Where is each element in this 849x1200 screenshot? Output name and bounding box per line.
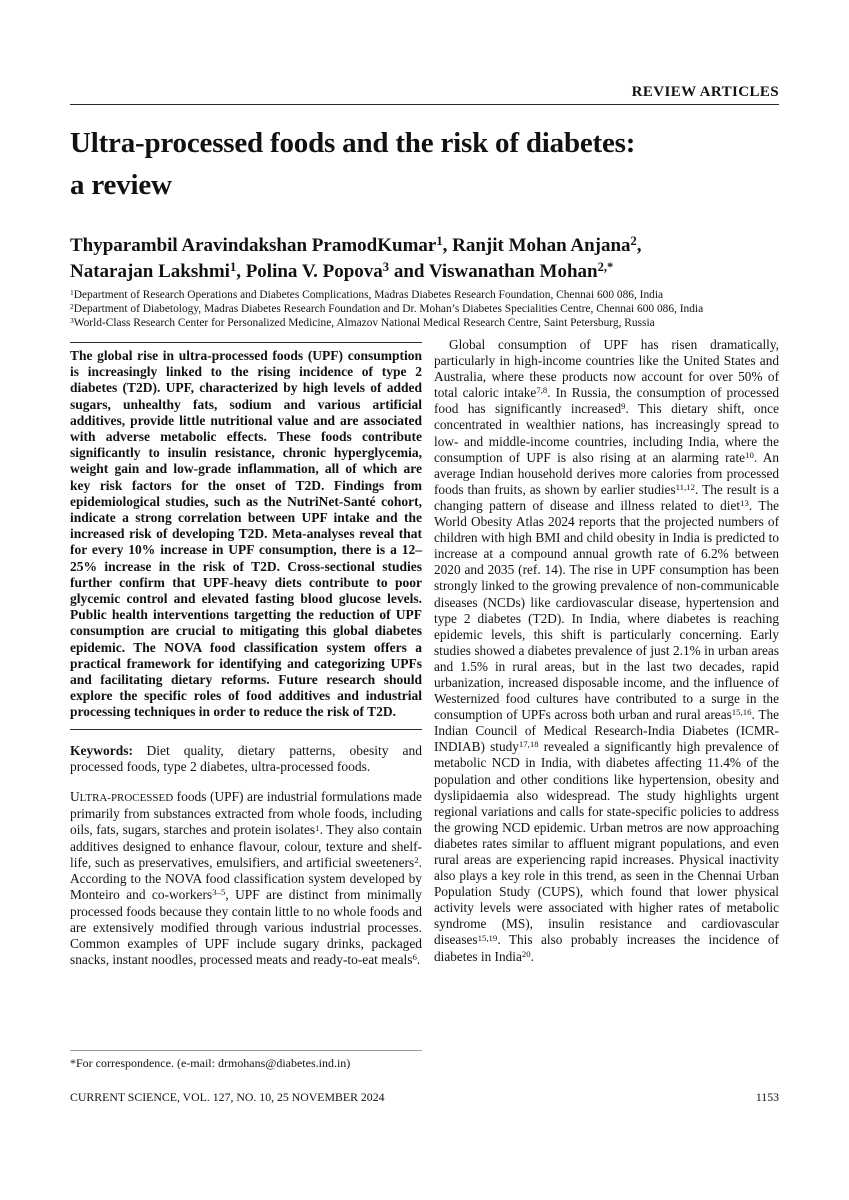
two-column-body: [70, 336, 779, 1096]
journal-citation-line: CURRENT SCIENCE, VOL. 127, NO. 10, 25 NOVEMBER 2024: [70, 1090, 385, 1104]
right-column: [434, 336, 779, 1096]
intro-paragraph: ULTRA-PROCESSED foods (UPF) are industrial formulations made primarily from substances extracted from whole foods, including oils, fats, sugars, starches and protein isolates$^1$. They also contain additives designed to enhance flavour, colour, texture and shelf-life, such as preservatives, emulsifiers, and artificial sweeteners$^2$. According to the NOVA food classification system developed by Monteiro and co-workers$^{3-5}$, UPF are distinct from minimally processed foods because they contain little to no whole foods and are extensively modified through various industrial processes. Common examples of UPF include sugary drinks, packaged snacks, instant noodles, processed meats and ready-to-eat meals$^6$.: [70, 789, 422, 968]
affiliation-3: $^3$World-Class Research Center for Personalized Medicine, Almazov National Medical Research Centre, Saint Petersburg, Russia: [70, 315, 655, 329]
affiliations: [70, 288, 779, 330]
author-line-1: Thyparambil Aravindakshan PramodKumar$^1$, Ranjit Mohan Anjana$^2$,: [70, 234, 642, 256]
page-footer: [70, 1090, 779, 1104]
affiliation-1: $^1$Department of Research Operations and Diabetes Complications, Madras Diabetes Research Foundation, Chennai 600 086, India: [70, 287, 664, 301]
body-paragraph: Global consumption of UPF has risen dramatically, particularly in high-income countries like the United States and Australia, where these products now account for over 50% of total caloric intake$^{7,8}$. In Russia, the consumption of processed food has significantly increased$^9$. This dietary shift, once concentrated in wealthier nations, has increasingly spread to low- and middle-income countries, including India, where the consumption of UPF is also rising at an alarming rate$^{10}$. An average Indian household derives more calories from processed foods than fruits, as shown by earlier studies$^{11,12}$. The result is a changing pattern of disease and illness related to diet$^{13}$. The World Obesity Atlas 2024 reports that the projected numbers of children with high BMI and child obesity in India is predicted to increase at a compound annual growth rate of 6.2% between 2020 and 2035 (ref. 14). The rise in UPF consumption has been strongly linked to the growing prevalence of non-communicable diseases (NCDs) like cardiovascular disease, hypertension and type 2 diabetes (T2D). In India, where diabetes is reaching epidemic levels, this shift is particularly concerning. Early studies showed a diabetes prevalence of just 2.1% in urban areas and 1.5% in rural areas, but in the last two decades, rapid urbanization, increased disposable income, and the influence of Westernized food cultures have contributed to a surge in the consumption of UPFs across both urban and rural areas$^{15,16}$. The Indian Council of Medical Research-India Diabetes (ICMR-INDIAB) study$^{17,18}$ revealed a significantly high prevalence of metabolic NCD in India, with diabetes affecting 11.4% of the population and other conditions like hypertension, obesity and dyslipidaemia also widespread. The study highlights urgent regional variations and calls for state-specific policies to address the growing NCD epidemic. Urban metros are now approaching diabetes rates similar to affluent migrant populations, and even rural areas are experiencing rapid increases. Physical inactivity also plays a key role in this trend, as seen in the Chennai Urban Population Study (CUPS), which found that lower physical activity levels were associated with higher rates of metabolic syndrome (MS), insulin resistance and cardiovascular diseases$^{15,19}$. This also probably increases the incidence of diabetes in India$^{20}$.: [434, 337, 780, 964]
running-head-label: REVIEW ARTICLES: [631, 84, 779, 100]
left-column: [70, 336, 422, 1096]
correspondence-text: *For correspondence. (e-mail: drmohans@diabetes.ind.in): [70, 1056, 351, 1070]
article-title: [70, 122, 779, 206]
page-content: [70, 0, 779, 1096]
article-title-line2: a review: [70, 169, 172, 201]
page-number: 1153: [755, 1090, 779, 1104]
keywords: Keywords: Diet quality, dietary patterns, obesity and processed foods, type 2 diabetes, ultra-processed foods.: [70, 742, 422, 774]
abstract-box: [70, 342, 422, 730]
abstract-text: The global rise in ultra-processed foods (UPF) consumption is increasingly linked to the rising incidence of type 2 diabetes (T2D). UPF, characterized by high levels of added sugars, unhealthy fats, sodium and various artificial additives, provide little nutritional value and are associated with adverse metabolic effects. These foods contribute significantly to insulin resistance, chronic hyperglycemia, weight gain and low-grade inflammation, all of which are key risk factors for the onset of T2D. Findings from epidemiological studies, such as the NutriNet-Santé cohort, indicate a strong correlation between UPF intake and the increased risk of developing T2D. Meta-analyses reveal that for every 10% increase in UPF consumption, there is a 12–25% increase in the risk of T2D. Cross-sectional studies further confirm that UPF-heavy diets contribute to poor glycemic control and elevated fasting blood glucose levels. Public health interventions targetting the reduction of UPF consumption are crucial to mitigating this global diabetes epidemic. The NOVA food classification system offers a practical framework for identifying and categorizing UPFs and facilitating dietary reforms. Future research should explore the specific roles of food additives and industrial processing techniques in order to reduce the risk of T2D.: [70, 348, 422, 720]
header-rule: [70, 104, 779, 105]
affiliation-2: $^2$Department of Diabetology, Madras Diabetes Research Foundation and Dr. Mohan’s Diabetes Specialities Centre, Chennai 600 086, India: [70, 301, 704, 315]
author-line-2: Natarajan Lakshmi$^1$, Polina V. Popova$^3$ and Viswanathan Mohan$^{2,*}$: [70, 260, 614, 282]
footnote-rule: [70, 1050, 422, 1051]
running-head: [70, 84, 779, 100]
article-title-line1: Ultra-processed foods and the risk of diabetes:: [70, 127, 636, 159]
correspondence-footnote: [70, 1050, 422, 1071]
author-list: [70, 233, 779, 285]
